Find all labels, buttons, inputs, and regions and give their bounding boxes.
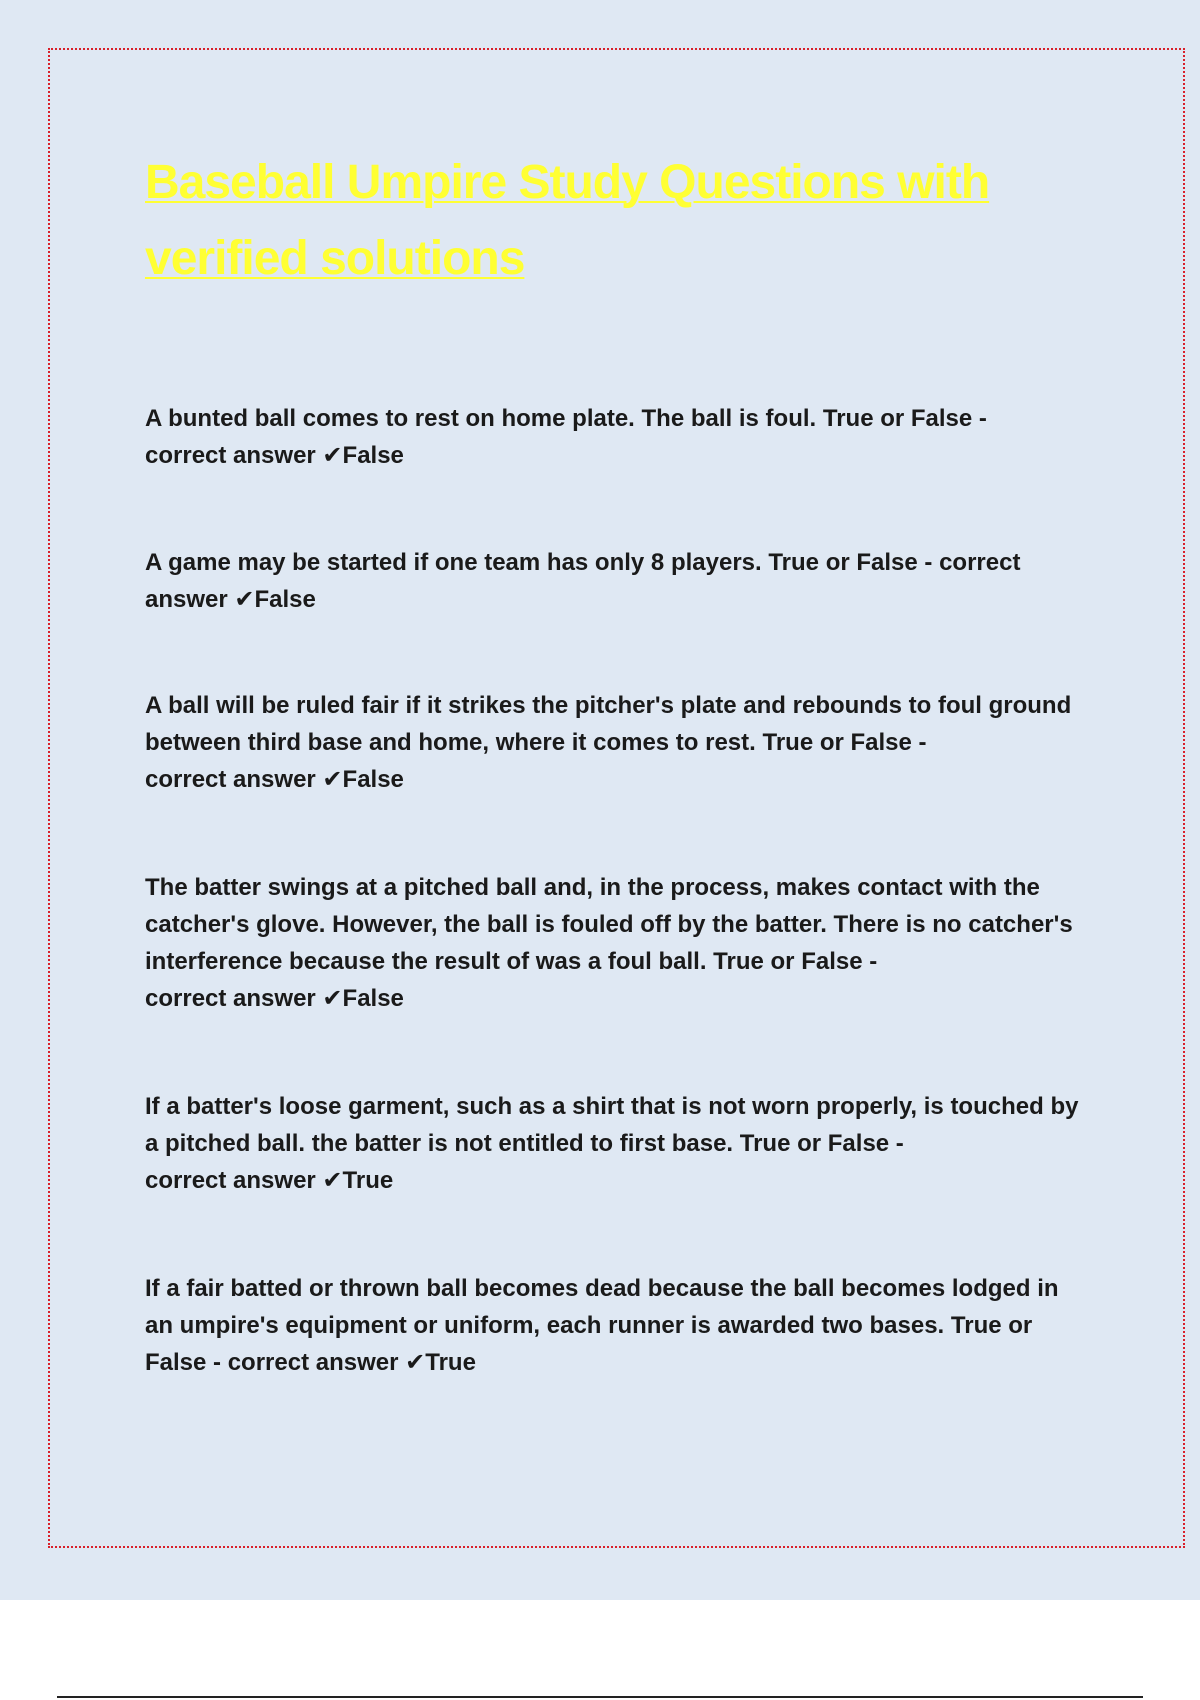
answer-text: correct answer ✔True bbox=[227, 1349, 476, 1376]
footer-rule bbox=[57, 1696, 1143, 1698]
question-text: The batter swings at a pitched ball and, in the process, makes contact with the catcher's glove. However, the ball is fouled off by the batter. There is no catcher's interference because the result of was a foul ball. True or False - bbox=[145, 874, 1073, 975]
question-text: If a batter's loose garment, such as a shirt that is not worn properly, is touched by a pitched ball. the batter is not entitled to first base. True or False - bbox=[145, 1093, 1079, 1157]
question-text: A ball will be ruled fair if it strikes the pitcher's plate and rebounds to foul ground between third base and home, where it comes to rest. True or False - bbox=[145, 692, 1072, 756]
question-text: A game may be started if one team has only 8 players. True or False - correct bbox=[145, 549, 1021, 576]
answer-text: correct answer ✔True bbox=[145, 1167, 394, 1194]
answer-text: correct answer ✔False bbox=[145, 985, 404, 1012]
answer-text: answer ✔False bbox=[145, 586, 316, 613]
question-text: A bunted ball comes to rest on home plate. The ball is foul. True or False - bbox=[145, 405, 987, 432]
answer-text: correct answer ✔False bbox=[145, 442, 404, 469]
question-item bbox=[145, 687, 1090, 798]
question-item bbox=[145, 1270, 1090, 1381]
question-text: If a fair batted or thrown ball becomes dead because the ball becomes lodged in an umpire's equipment or uniform, each runner is awarded two bases. True or False - bbox=[145, 1275, 1059, 1376]
question-item bbox=[145, 400, 1090, 474]
answer-text: correct answer ✔False bbox=[145, 766, 404, 793]
question-item bbox=[145, 1088, 1090, 1199]
document-title: Baseball Umpire Study Questions with verified solutions bbox=[145, 156, 990, 285]
question-item bbox=[145, 544, 1090, 618]
question-item bbox=[145, 869, 1090, 1017]
